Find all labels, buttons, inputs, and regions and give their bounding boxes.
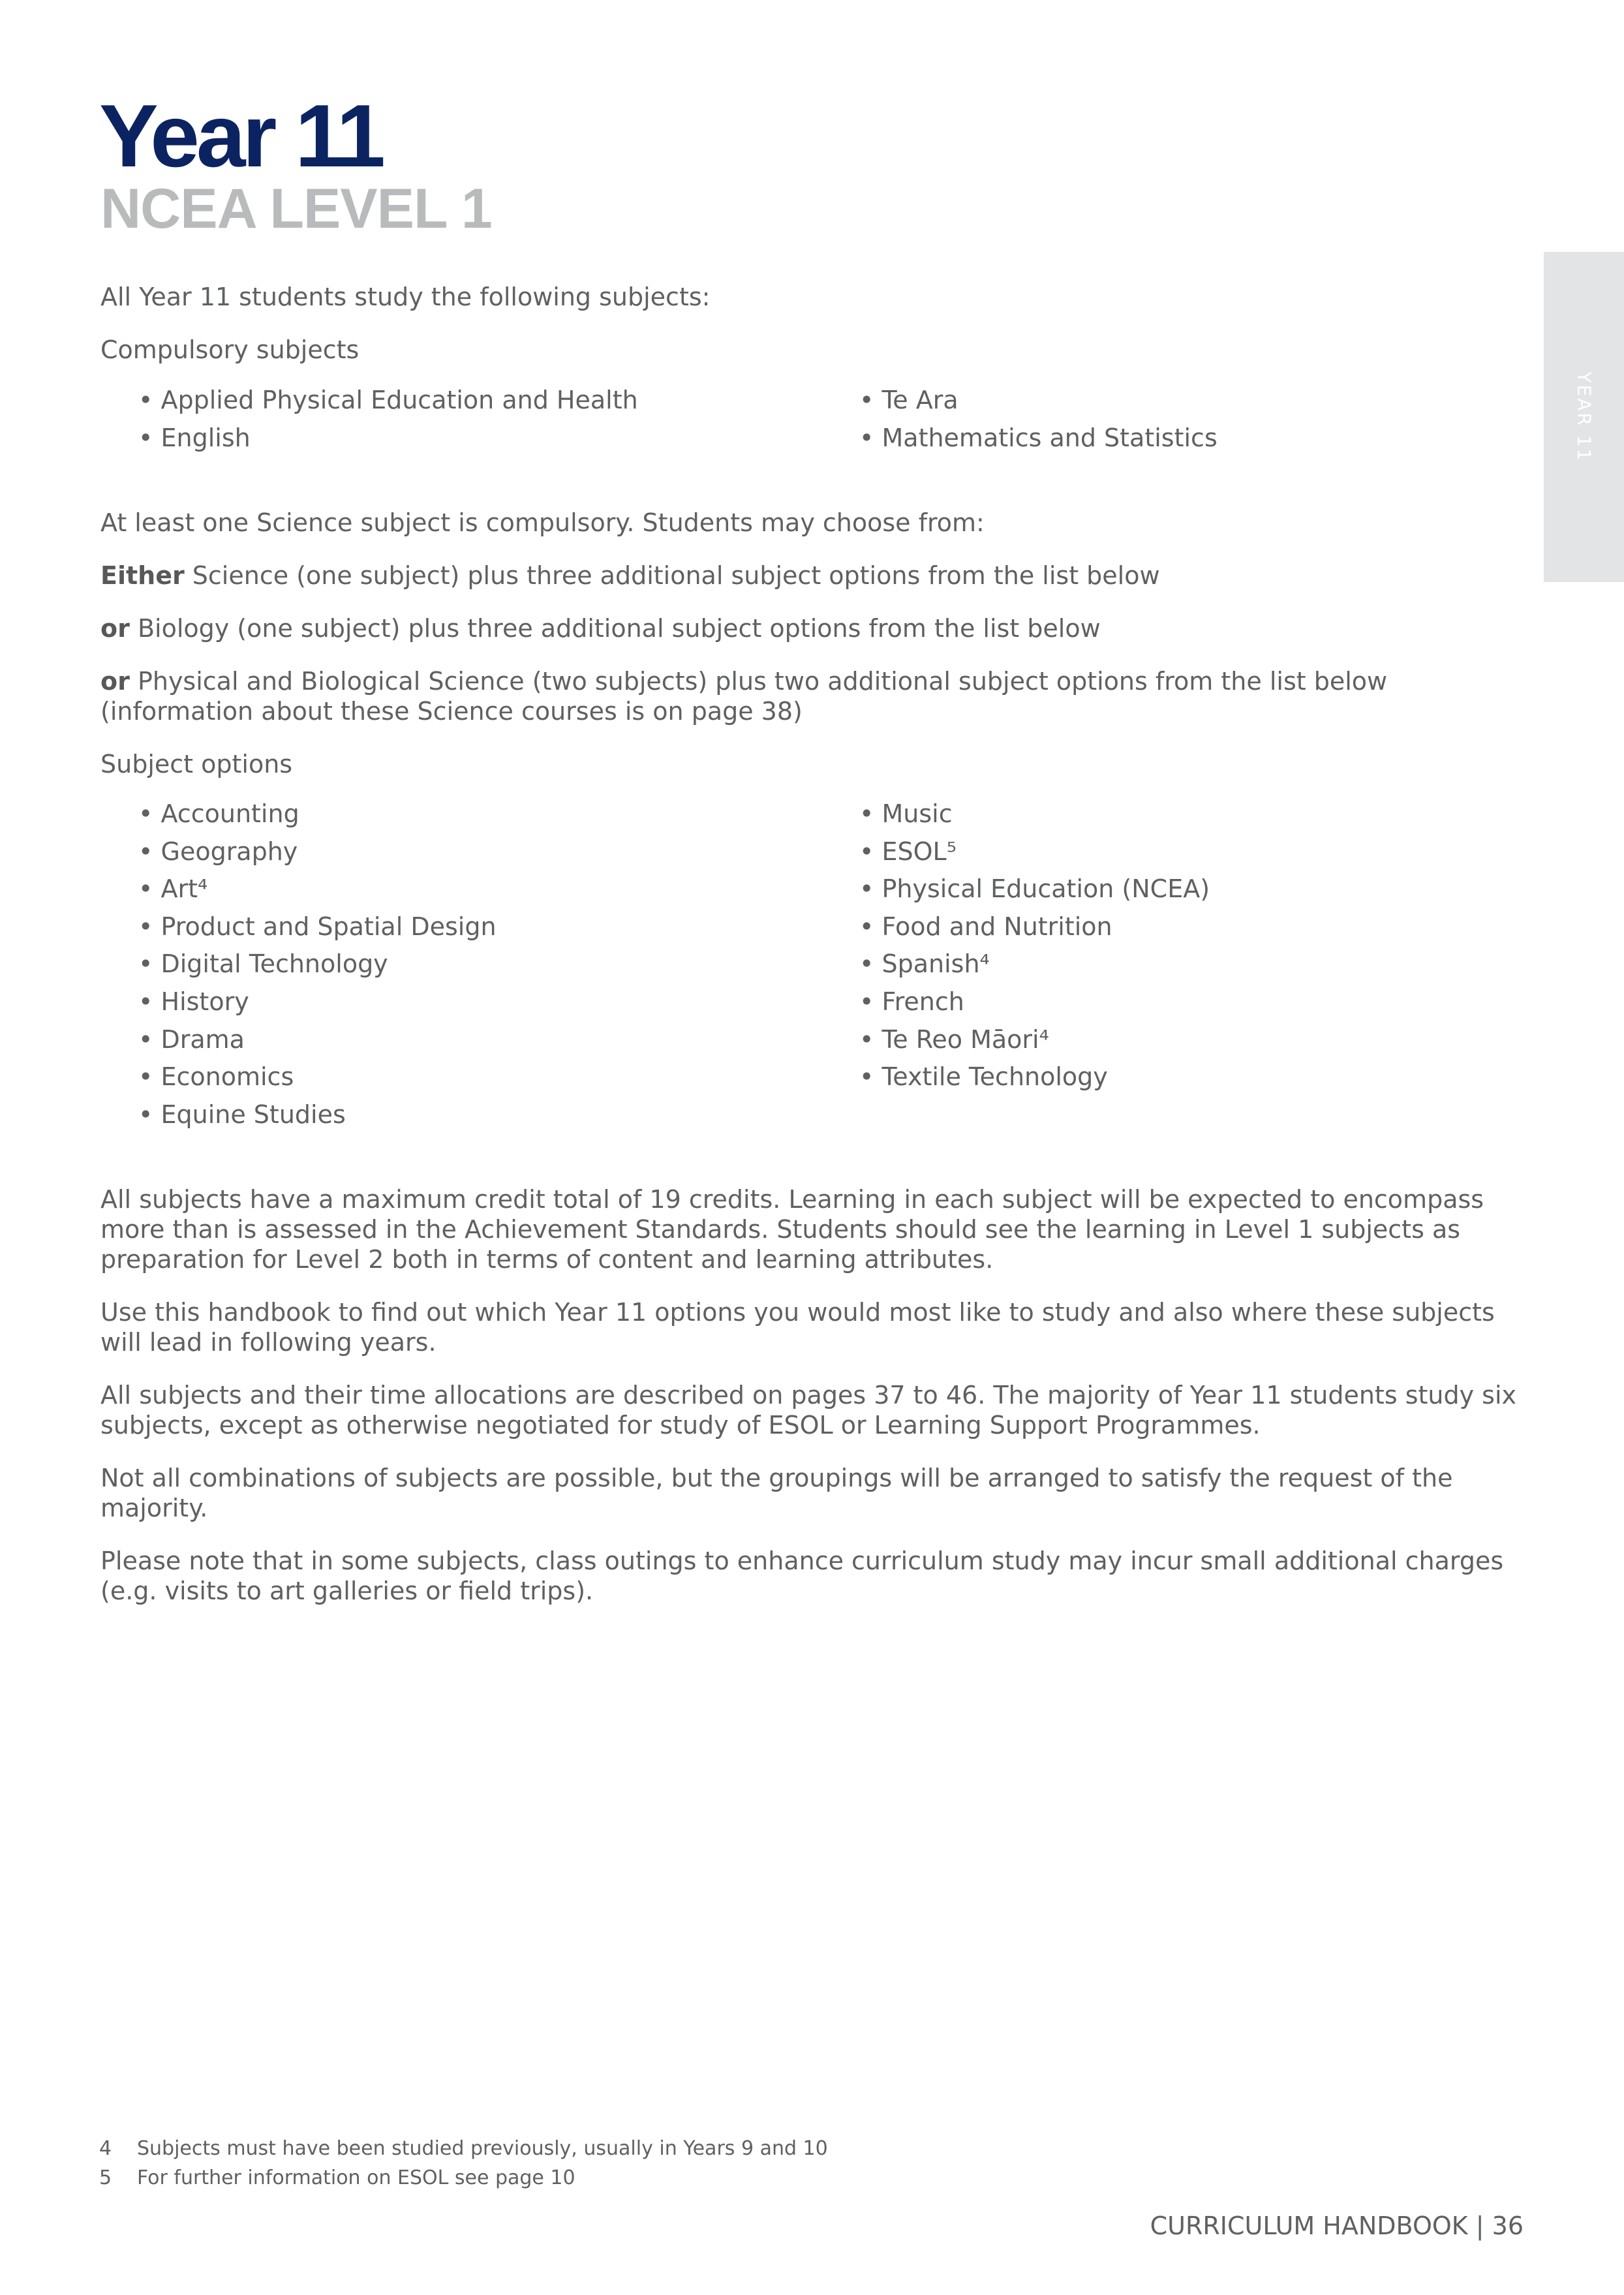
footnote <box>99 2163 828 2193</box>
page-subtitle: NCEA LEVEL 1 <box>100 177 492 240</box>
list-item: • Equine Studies <box>138 1100 346 1129</box>
science-option: Either Science (one subject) plus three additional subject options from the list below <box>100 561 1160 590</box>
footnotes <box>99 2134 828 2193</box>
list-item: • Digital Technology <box>138 949 388 979</box>
science-intro: At least one Science subject is compulsory. Students may choose from: <box>100 508 985 537</box>
science-option: or Physical and Biological Science (two subjects) plus two additional subject options from the list below (information about these Science courses is on page 38) <box>100 667 1388 726</box>
science-option: or Biology (one subject) plus three additional subject options from the list below <box>100 614 1101 643</box>
body-paragraph: All subjects and their time allocations are described on pages 37 to 46. The majority of Year 11 students study six subjects, except as otherwise negotiated for study of ESOL or Learning Support Programmes. <box>100 1381 1517 1440</box>
intro-text: All Year 11 students study the following subjects: <box>100 283 711 311</box>
footnote-number: 4 <box>99 2137 112 2160</box>
side-tab-label: YEAR 11 <box>1573 371 1595 463</box>
list-item: • English <box>138 424 251 452</box>
page-title: Year 11 <box>99 86 382 185</box>
list-item: • Geography <box>138 837 298 866</box>
body-paragraph: All subjects have a maximum credit total of 19 credits. Learning in each subject will be expected to encompass more than is assessed in the Achievement Standards. Students should see the learning in Level 1 subjects as preparation for Level 2 both in terms of content and learning attributes. <box>100 1185 1484 1274</box>
list-item: • Physical Education (NCEA) <box>859 874 1210 904</box>
list-item: • Te Ara <box>859 386 958 414</box>
body-paragraph: Use this handbook to find out which Year 11 options you would most like to study and also where these subjects will lead in following years. <box>100 1298 1495 1357</box>
list-item: • Spanish⁴ <box>859 949 990 979</box>
footnote-number: 5 <box>99 2166 112 2189</box>
side-tab <box>1544 252 1624 582</box>
list-item: • French <box>859 987 964 1016</box>
compulsory-list <box>100 381 1523 457</box>
body-paragraph: Please note that in some subjects, class outings to enhance curriculum study may incur small additional charges (e.g. visits to art galleries or field trips). <box>100 1547 1504 1606</box>
list-item: • Te Reo Māori⁴ <box>859 1024 1049 1054</box>
list-item: • Textile Technology <box>859 1062 1108 1092</box>
options-heading: Subject options <box>100 750 293 778</box>
list-item: • Product and Spatial Design <box>138 912 497 941</box>
list-item: • Music <box>859 799 953 828</box>
list-item: • Applied Physical Education and Health <box>138 386 638 414</box>
page-footer: CURRICULUM HANDBOOK | 36 <box>1150 2211 1524 2240</box>
compulsory-heading: Compulsory subjects <box>100 335 360 364</box>
list-item: • Art⁴ <box>138 874 208 904</box>
footnote <box>99 2134 828 2163</box>
list-item: • Economics <box>138 1062 294 1092</box>
main-content <box>100 282 1523 1629</box>
footnote-text: Subjects must have been studied previously, usually in Years 9 and 10 <box>137 2137 828 2160</box>
list-item: • Accounting <box>138 799 299 828</box>
list-item: • ESOL⁵ <box>859 837 957 866</box>
list-item: • History <box>138 987 249 1016</box>
options-list <box>100 795 1523 1133</box>
body-paragraph: Not all combinations of subjects are possible, but the groupings will be arranged to satisfy the request of the majority. <box>100 1464 1453 1523</box>
footnote-text: For further information on ESOL see page 10 <box>137 2166 575 2189</box>
list-item: • Mathematics and Statistics <box>859 424 1218 452</box>
list-item: • Drama <box>138 1024 245 1054</box>
list-item: • Food and Nutrition <box>859 912 1112 941</box>
